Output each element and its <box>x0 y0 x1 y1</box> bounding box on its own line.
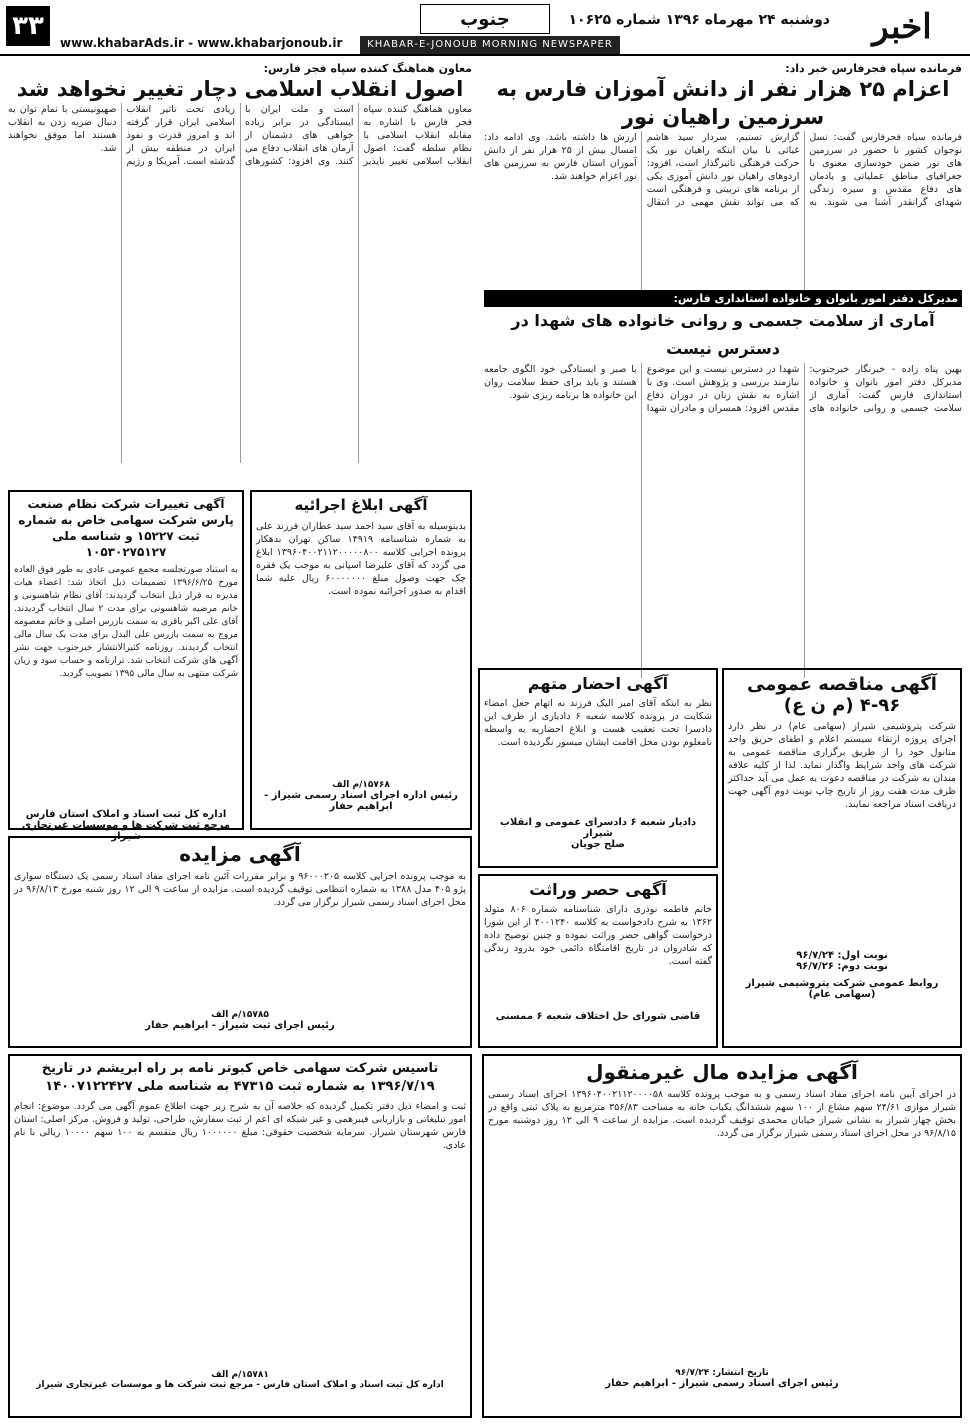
ad-footer: اداره کل ثبت اسناد و املاک استان فارس <box>25 809 227 820</box>
ad-title: آگهی تغییرات شرکت نظام صنعت پارس شرکت سهامی خاص به شماره ثبت ۱۵۲۲۷ و شناسه ملی ۱۰۵۳۰۲۷۵۱۲۷ <box>18 497 234 559</box>
ad-body: به استناد صورتجلسه مجمع عمومی عادی به طور فوق العاده مورخ ۱۳۹۶/۶/۲۵ تصمیمات ذیل اتخاذ شد: اعضاء هیات مدیره به قرار ذیل انتخاب گردیدند: آقای نظام شاهسونی و خانم مرضیه شاهسونی برای مدت ۲ سال انتخاب گردیدند. آقای علی اکبر باقری به سمت بازرس اصلی و خانم معصومه مروج به سمت بازرس علی البدل برای مدت یک سال مالی انتخاب گردیدند. روزنامه کثیرالانتشار خبرجنوب جهت نشر آگهی های شرکت انتخاب شد. ترازنامه و حساب سود و زیان شرکت منتهی به سال مالی ۱۳۹۵ تصویب گردید. <box>14 565 238 679</box>
article-body: بهین پناه زاده - خبرنگار خبرجنوب: مدیرکل دفتر امور بانوان و خانواده استانداری فارس گفت: آماری از سلامت جسمی و روانی خانواده های شهدا در دسترس نیست و این موضوع نیازمند بررسی و پژوهش است. وی با اشاره به نقش زنان در دوران دفاع مقدس افزود: همسران و مادران شهدا با صبر و ایستادگی خود الگوی جامعه هستند و باید برای حفظ سلامت روان این خانواده ها برنامه ریزی شود. <box>484 364 962 414</box>
ad-footer: رئیس اجرای اسناد رسمی شیراز - ابراهیم حفار <box>605 1378 839 1389</box>
ad-body: به موجب پرونده اجرایی کلاسه ۹۶۰۰۰۲۰۵ و برابر مقررات آئین نامه اجرای مفاد اسناد رسمی یک دستگاه سواری پژو ۴۰۵ مدل ۱۳۸۸ به شماره انتظامی توقیف گردیده است. مزایده از ساعت ۹ الی ۱۲ روز شنبه مورخ ۹۶/۸/۱۳ در محل اجرای اسناد رسمی شیراز برگزار می گردد. <box>14 871 466 908</box>
ad-title: آگهی حصر وراثت <box>529 880 667 899</box>
ad-body: نظر به اینکه آقای امیر الیک فرزند نه اتهام جعل امضاء شکایت در پرونده کلاسه شعبه ۶ دادیاری از طرف این دادسرا تحت تعقیب هست و ابلاغ احضاریه به واسطه نامعلوم بودن محل اقامت ایشان میسور نگردیده است. <box>484 698 712 748</box>
article-rahian-noor <box>484 62 962 282</box>
ad-enforcement-notice <box>250 490 472 830</box>
ad-auction <box>8 836 472 1048</box>
ad-real-estate-auction <box>482 1054 962 1418</box>
article-kicker: فرمانده سپاه فجرفارس خبر داد: <box>785 62 962 75</box>
ad-date: تاریخ انتشار: ۹۶/۷/۲۴ <box>675 1368 769 1378</box>
ad-number: ۴-۹۶ (م ن ع) <box>783 695 901 716</box>
ad-inheritance <box>478 874 718 1048</box>
ad-title: آگهی ابلاغ اجرائیه <box>294 496 428 514</box>
ad-footer-2: مرجع ثبت شرکت ها و موسسات غیرتجاری شیراز <box>21 820 231 842</box>
ad-company-registration <box>8 1054 472 1418</box>
ad-body: ثبت و امضاء ذیل دفتر تکمیل گردیده که خلاصه آن به شرح زیر جهت اطلاع عموم آگهی می گردد. موضوع: انجام امور تبلیغاتی و بازاریابی فیبرهمی و غیر شبکه ای اعم از ثبت سفارش، طراحی، تولید و فروش. مرکز اصلی: استان فارس شهرستان شیراز. سرمایه شخصیت حقوقی: مبلغ ۱۰۰۰۰۰۰ ریال منقسم به ۱۰۰ سهم ۱۰۰۰۰ ریالی با نام عادی. <box>14 1101 467 1151</box>
dateline: دوشنبه ۲۴ مهرماه ۱۳۹۶ شماره ۱۰۶۲۵ <box>568 12 830 28</box>
article-body: فرمانده سپاه فجرفارس گفت: نسل نوجوان کشور با حضور در سرزمین های نور ضمن خودسازی معنوی با جغرافیای مناطق عملیاتی و یادمان های دفاع مقدس و سیره زندگی شهدای گرانقدر آشنا می شوند. به گزارش تسنیم، سردار سید هاشم غیاثی با بیان اینکه راهیان نور یک حرکت فرهنگی تاثیرگذار است، افزود: اردوهای راهیان نور دانش آموزی یکی از برنامه های تربیتی و فرهنگی است که می تواند نقش مهمی در انتقال ارزش ها داشته باشد. وی ادامه داد: امسال بیش از ۲۵ هزار نفر از دانش آموزان استان فارس به سرزمین های نور اعزام خواهند شد. <box>484 132 962 208</box>
ad-footer: دادیار شعبه ۶ دادسرای عمومی و انقلاب شیراز <box>499 817 697 839</box>
ad-footer-2: صلح جویان <box>571 839 625 850</box>
ad-footer: اداره کل ثبت اسناد و املاک استان فارس - مرجع ثبت شرکت ها و موسسات غیرتجاری شیراز <box>36 1380 444 1390</box>
ad-title: آگهی مزایده مال غیرمنقول <box>586 1060 858 1084</box>
article-enghelab <box>8 62 472 482</box>
ad-date-1: نوبت اول: ۹۶/۷/۲۴ <box>796 950 888 961</box>
ad-code: ۱۵۷۸۵/م الف <box>211 1010 269 1020</box>
article-kicker: معاون هماهنگ کننده سپاه فجر فارس: <box>263 62 472 75</box>
article-shohada <box>484 290 962 662</box>
article-headline: اصول انقلاب اسلامی دچار تغییر نخواهد شد <box>16 77 464 101</box>
section-label: جنوب <box>420 4 550 34</box>
ad-body: شرکت پتروشیمی شیراز (سهامی عام) در نظر دارد اجرای پروژه ارتقاء سیستم اعلام و اطفای حریق واحد متانول خود را از طریق برگزاری مناقصه عمومی به شرکت های واجد شرایط واگذار نماید. لذا از کلیه علاقه مندان به شرکت در مناقصه دعوت به عمل می آید حداکثر ظرف مدت هفت روز از تاریخ چاپ نوبت دوم آگهی جهت دریافت اسناد مراجعه نمایند. <box>728 721 956 810</box>
ad-body: بدینوسیله به آقای سید احمد سید عطاران فرزند علی به شماره شناسنامه ۱۴۹۱۹ ساکن تهران بدهکار پرونده اجرایی کلاسه ۱۳۹۶۰۴۰۰۲۱۱۲۰۰۰۰۰۸۰۰ ابلاغ می گردد که آقای علیرضا اسپانی به موجب یک فقره چک جهت وصول مبلغ ۶۰۰۰۰۰۰۰ ریال علیه شما اقدام به صدور اجرائیه نموده است. <box>256 521 467 597</box>
ad-body: خانم فاطمه نوذری دارای شناسنامه شماره ۸۰۶ متولد ۱۳۶۲ به شرح دادخواست به کلاسه ۴۰۰۱۲۴۰ از این شورا درخواست گواهی حصر وراثت نموده و چنین توضیح داده که شادروان در تاریخ اقامتگاه دائمی خود بدرود زندگی گفته است. <box>484 904 713 967</box>
ad-footer: رئیس اداره اجرای اسناد رسمی شیراز - ابراهیم حفار <box>264 790 458 812</box>
ad-tender <box>722 668 962 1048</box>
ad-date-2: نوبت دوم: ۹۶/۷/۲۶ <box>796 961 888 972</box>
article-body: معاون هماهنگ کننده سپاه فجر فارس با اشاره به مقابله انقلاب اسلامی با نظام سلطه گفت: اصول انقلاب اسلامی تغییر ناپذیر است و ملت ایران با ایستادگی در برابر زیاده خواهی های دشمنان از آرمان های انقلاب دفاع می کنند. وی افزود: کشورهای زیادی تحت تاثیر انقلاب اسلامی ایران قرار گرفته اند و امروز قدرت و نفوذ ایران در منطقه بیش از گذشته است. آمریکا و رژیم صهیونیستی با تمام توان به دنبال ضربه زدن به انقلاب هستند اما موفق نخواهند شد. <box>8 104 472 167</box>
ad-code: ۱۵۷۸۱/م الف <box>211 1370 269 1380</box>
ad-title: آگهی احضار متهم <box>527 674 669 693</box>
website-links[interactable]: www.khabarAds.ir - www.khabarjonoub.ir <box>60 36 343 50</box>
article-headline: آماری از سلامت جسمی و روانی خانواده های شهدا در دسترس نیست <box>511 311 935 358</box>
ad-code: ۱۵۷۶۸/م الف <box>332 780 390 790</box>
page-number: ۳۳ <box>6 6 50 46</box>
ad-footer: قاضی شورای حل اختلاف شعبه ۶ ممسنی <box>495 1011 701 1022</box>
ad-summons <box>478 668 718 868</box>
masthead <box>0 0 970 56</box>
ad-title: آگهی مناقصه عمومی <box>747 674 937 695</box>
ad-body: در اجرای آیین نامه اجرای مفاد اسناد رسمی و به موجب پرونده کلاسه ۱۳۹۶۰۴۰۰۲۱۱۲۰۰۰۰۵۸ اجرای اسناد رسمی شیراز موازی ۲۴/۶۱ سهم مشاع از ۱۰۰ سهم ششدانگ یکباب خانه به مساحت ۳۵۶/۸۳ مترمربع به پلاک ثبتی واقع در بخش چهار شیراز به نشانی شیراز خیابان محمدی توقیف گردیده است. مزایده از ساعت ۹ الی ۱۲ روز دوشنبه مورخ ۹۶/۸/۱۵ در محل اجرای اسناد رسمی شیراز برگزار می گردد. <box>488 1089 956 1139</box>
ad-title: تاسیس شرکت سهامی خاص کبوتر نامه بر راه ابریشم در تاریخ ۱۳۹۶/۷/۱۹ به شماره ثبت ۴۷۳۱۵ به شناسه ملی ۱۴۰۰۷۱۲۲۴۲۷ <box>41 1061 439 1094</box>
ad-title: آگهی مزایده <box>179 842 301 866</box>
newspaper-logo: اخبر <box>872 7 932 47</box>
ad-footer: روابط عمومی شرکت پتروشیمی شیراز (سهامی عام) <box>745 978 939 1000</box>
english-banner: KHABAR-E-JONOUB MORNING NEWSPAPER <box>360 36 620 54</box>
ad-footer: رئیس اجرای ثبت شیراز - ابراهیم حفار <box>145 1020 335 1031</box>
article-headline: اعزام ۲۵ هزار نفر از دانش آموزان فارس به سرزمین راهیان نور <box>496 77 950 129</box>
ad-company-changes <box>8 490 244 842</box>
article-kicker: مدیرکل دفتر امور بانوان و خانواده استانداری فارس: <box>484 290 962 307</box>
